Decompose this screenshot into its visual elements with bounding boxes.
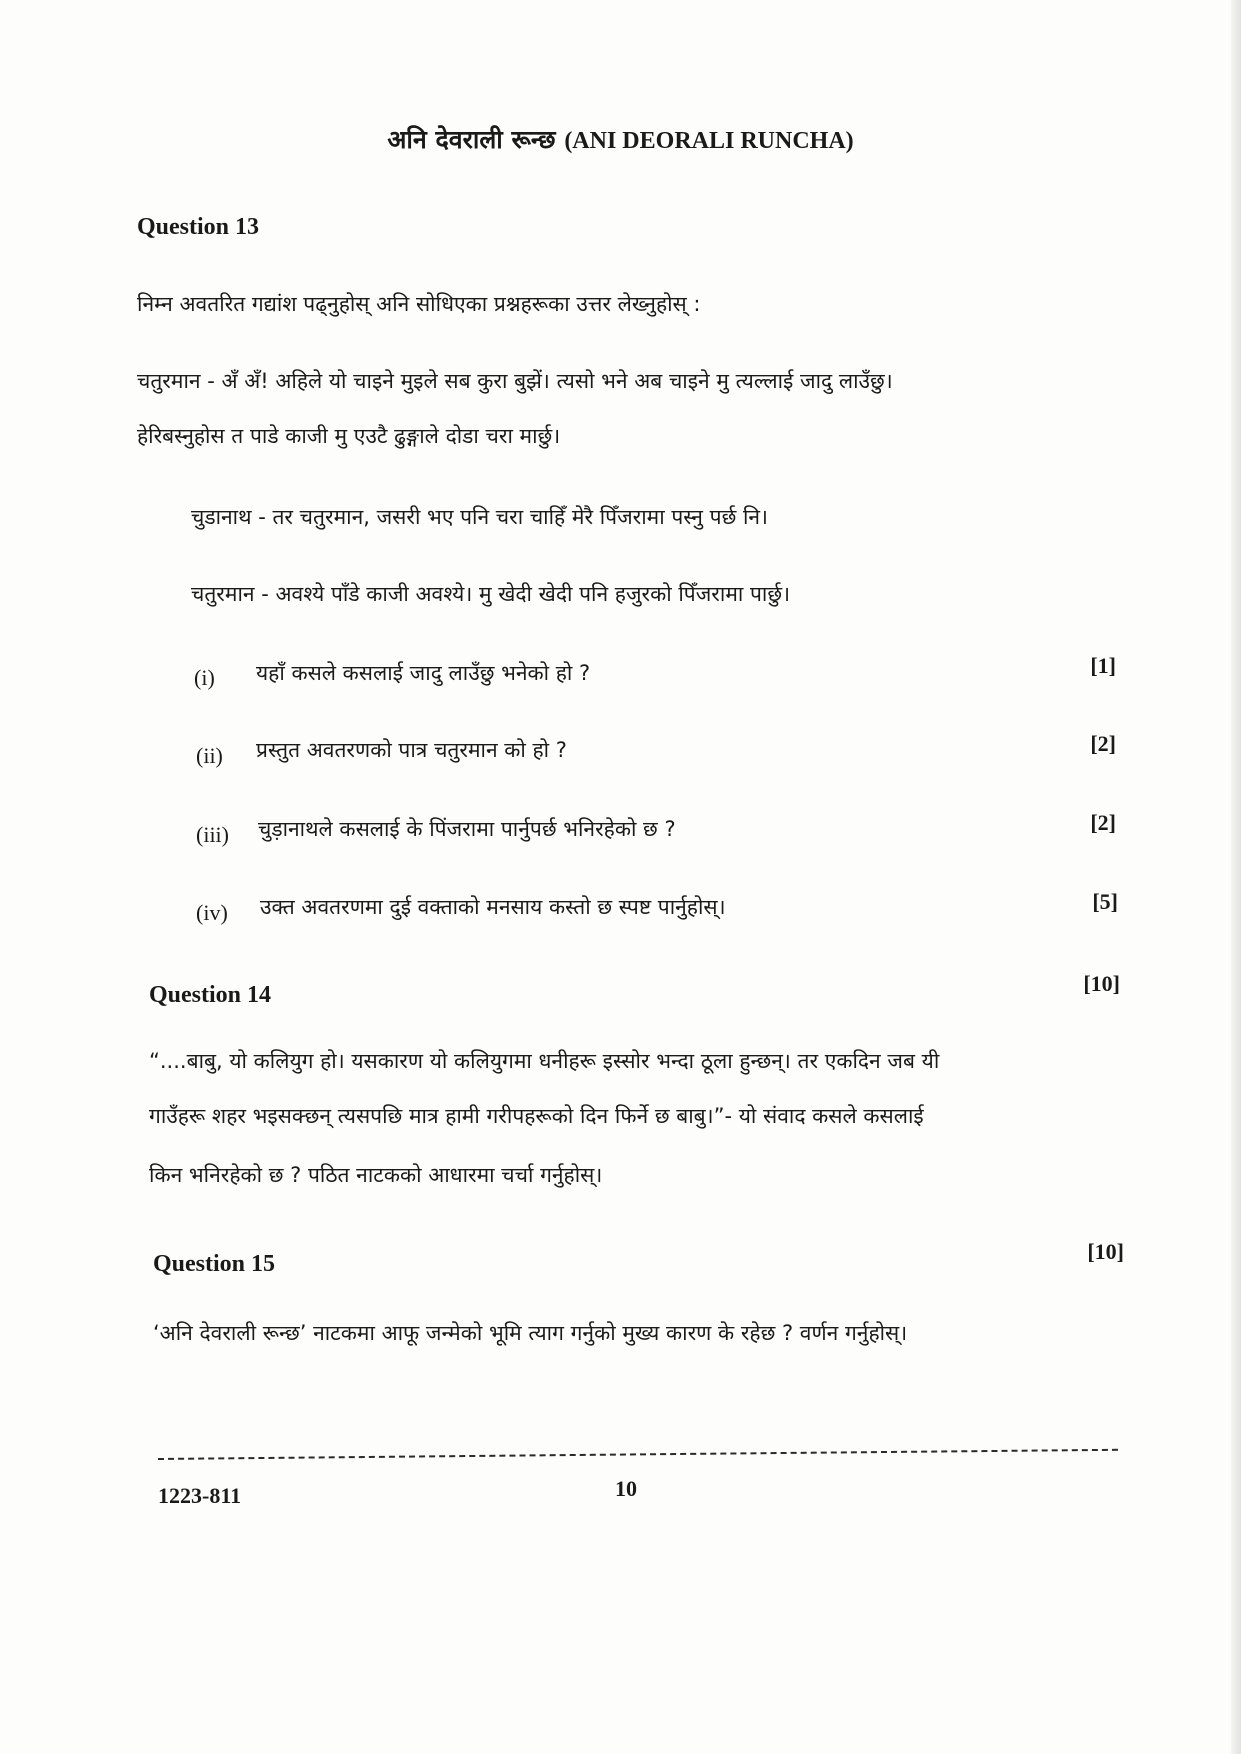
dialogue-chaturman: चतुरमान - अवश्ये पाँडे काजी अवश्ये। मु खेदी खेदी पनि हजुरको पिँजरामा पार्छु। — [191, 582, 791, 606]
question-15-heading: Question 15 — [153, 1251, 276, 1277]
question-13-heading: Question 13 — [137, 214, 260, 240]
part-question: चुड़ानाथले कसलाई के पिंजरामा पार्नुपर्छ भनिरहेको छ ? — [258, 817, 676, 841]
page-title — [0, 122, 1241, 156]
question-14-line-1: “....बाबु, यो कलियुग हो। यसकारण यो कलियुगमा धनीहरू इस्सोर भन्दा ठूला हुन्छन्। तर एकदिन जब यी — [149, 1049, 940, 1073]
page-number: 10 — [615, 1476, 637, 1501]
part-number: (iv) — [196, 900, 228, 925]
question-15-text: ‘अनि देवराली रून्छ’ नाटकमा आफू जन्मेको भूमि त्याग गर्नुको मुख्य कारण के रहेछ ? वर्णन गर्नुहोस्। — [153, 1321, 908, 1345]
title-nepali: अनि देवराली रून्छ — [387, 125, 556, 154]
part-question: यहाँ कसले कसलाई जादु लाउँछु भनेको हो ? — [256, 661, 591, 685]
question-15-marks: [10] — [1087, 1239, 1124, 1264]
part-number: (i) — [194, 665, 215, 690]
title-latin: (ANI DEORALI RUNCHA) — [564, 128, 854, 154]
part-question: उक्त अवतरणमा दुई वक्ताको मनसाय कस्तो छ स्पष्ट पार्नुहोस्। — [260, 895, 726, 919]
part-number: (ii) — [196, 743, 223, 768]
dialogue-chudanath: चुडानाथ - तर चतुरमान, जसरी भए पनि चरा चाहिँ मेरै पिँजरामा पस्नु पर्छ नि। — [191, 505, 769, 529]
paper-code: 1223-811 — [158, 1483, 242, 1508]
passage-line-1: चतुरमान - अँ अँ! अहिले यो चाइने मुइले सब कुरा बुझें। त्यसो भने अब चाइने मु त्यल्लाई जादु लाउँछु। — [137, 369, 893, 393]
part-number: (iii) — [196, 822, 229, 847]
question-13-instruction: निम्न अवतरित गद्यांश पढ्नुहोस् अनि सोधिएका प्रश्नहरूका उत्तर लेख्नुहोस् : — [137, 292, 701, 316]
passage-line-2: हेरिबस्नुहोस त पाडे काजी मु एउटै ढुङ्गाले दोडा चरा मार्छु। — [137, 424, 561, 448]
part-question: प्रस्तुत अवतरणको पात्र चतुरमान को हो ? — [256, 738, 567, 762]
question-14-line-3: किन भनिरहेको छ ? पठित नाटकको आधारमा चर्चा गर्नुहोस्। — [149, 1163, 603, 1187]
footer-divider — [158, 1449, 1118, 1460]
part-marks: [1] — [1090, 653, 1116, 678]
scan-edge-shadow — [1231, 0, 1241, 1754]
question-14-marks: [10] — [1083, 971, 1120, 996]
part-marks: [2] — [1090, 810, 1116, 835]
part-marks: [5] — [1092, 889, 1118, 914]
question-14-line-2: गाउँहरू शहर भइसक्छन् त्यसपछि मात्र हामी गरीपहरूको दिन फिर्ने छ बाबु।”- यो संवाद कसले कसलाई — [149, 1104, 924, 1128]
question-14-heading: Question 14 — [149, 982, 272, 1008]
part-marks: [2] — [1090, 731, 1116, 756]
